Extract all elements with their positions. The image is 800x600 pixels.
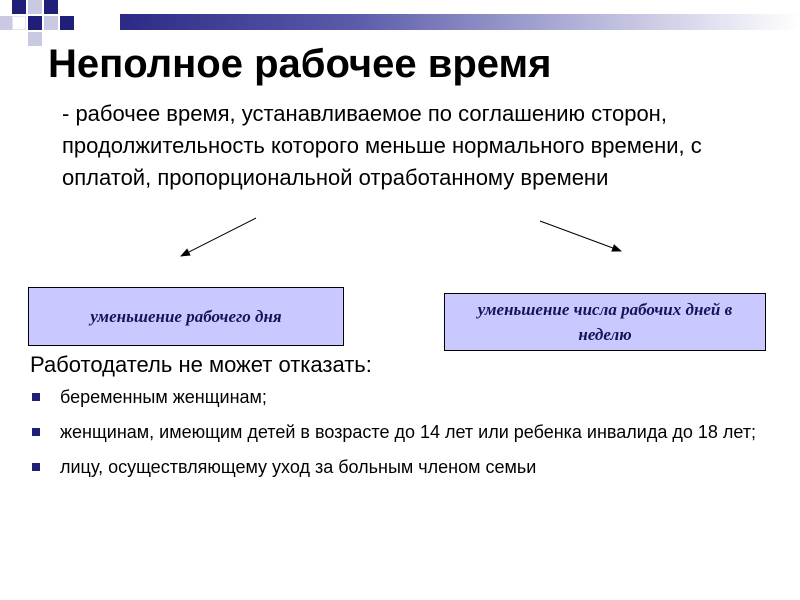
decor-square (60, 16, 74, 30)
decorative-header-band (0, 0, 800, 40)
bullet-list (30, 385, 780, 490)
slide-title: Неполное рабочее время (48, 42, 552, 86)
reduced-workday-box (28, 287, 344, 346)
list-item (30, 455, 780, 479)
decor-square (28, 0, 42, 14)
square-bullet-icon (32, 428, 40, 436)
list-item-text: женщинам, имеющим детей в возрасте до 14 лет или ребенка инвалида до 18 лет; (60, 422, 757, 442)
decor-square (44, 0, 58, 14)
arrow-to-right-box (540, 221, 621, 251)
decor-square (12, 16, 26, 30)
list-item-text: беременным женщинам; (60, 387, 267, 407)
decor-square (28, 16, 42, 30)
definition-text: - рабочее время, устанавливаемое по соглашению сторон, продолжительность которого меньше нормального времени, с оплатой, пропорциональной отработанному времени (62, 101, 702, 190)
employer-cannot-refuse-heading: Работодатель не может отказать: (30, 352, 372, 377)
header-gradient-bar (120, 14, 800, 30)
decor-square (28, 32, 42, 46)
decor-square (44, 16, 58, 30)
list-item (30, 385, 780, 409)
arrow-to-left-box (181, 218, 256, 256)
list-item (30, 420, 780, 444)
reduced-workweek-box (444, 293, 766, 351)
decor-square (12, 0, 26, 14)
reduced-workweek-label: уменьшение числа рабочих дней в неделю (477, 300, 733, 344)
square-bullet-icon (32, 393, 40, 401)
square-bullet-icon (32, 463, 40, 471)
reduced-workday-label: уменьшение рабочего дня (90, 307, 282, 326)
list-item-text: лицу, осуществляющему уход за больным членом семьи (60, 457, 537, 477)
